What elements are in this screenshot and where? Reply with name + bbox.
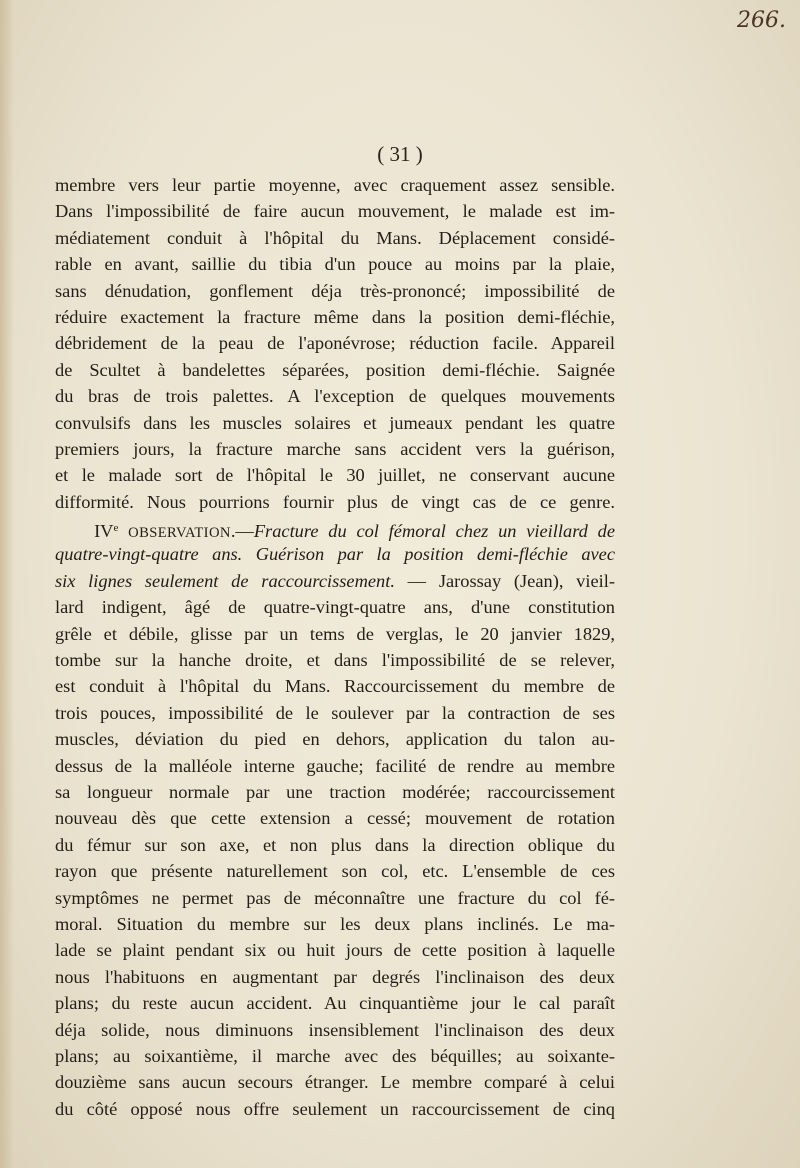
text-line: grêle et débile, glisse par un tems de verglas, le 20 janvier 1829, (55, 623, 615, 644)
text-line: moral. Situation du membre sur les deux plans inclinés. Le ma- (55, 913, 615, 934)
text-line: muscles, déviation du pied en dehors, application du talon au- (55, 729, 615, 750)
text-line: convulsifs dans les muscles solaires et jumeaux pendant les quatre (55, 412, 615, 433)
observation-numeral: IV (94, 521, 114, 542)
text-line: plans; du reste aucun accident. Au cinquantième jour le cal paraît (55, 993, 615, 1014)
text-line: du côté opposé nous offre seulement un raccourcissement de cinq (55, 1098, 615, 1119)
text-line: sa longueur normale par une traction modérée; raccourcissement (55, 781, 615, 802)
text-line: déja solide, nous diminuons insensiblement l'inclinaison des deux (55, 1019, 615, 1040)
observation-label: OBSERVATION (128, 525, 231, 542)
text-line: du bras de trois palettes. A l'exception de quelques mouvements (55, 386, 615, 407)
text-line: lard indigent, âgé de quatre-vingt-quatre ans, d'une constitution (55, 597, 615, 618)
observation-patient: — Jarossay (Jean), vieil- (394, 570, 615, 591)
text-line: et le malade sort de l'hôpital le 30 juillet, ne conservant aucune (55, 465, 615, 486)
observation-title-line: quatre-vingt-quatre ans. Guérison par la position demi-fléchie avec (55, 544, 615, 565)
observation-numeral-suffix: e (113, 522, 119, 535)
observation-heading-line (55, 515, 615, 541)
text-line: tombe sur la hanche droite, et dans l'impossibilité de se relever, (55, 650, 615, 671)
text-line: débridement de la peau de l'aponévrose; réduction facile. Appareil (55, 333, 615, 354)
text-line: Dans l'impossibilité de faire aucun mouvement, le malade est im- (55, 201, 615, 222)
handwritten-folio-number: 266. (737, 8, 786, 33)
text-line: douzième sans aucun secours étranger. Le membre comparé à celui (55, 1072, 615, 1093)
page-edge-shadow (0, 0, 14, 1168)
text-line: est conduit à l'hôpital du Mans. Raccourcissement du membre de (55, 676, 615, 697)
text-line: nouveau dès que cette extension a cessé; mouvement de rotation (55, 808, 615, 829)
text-line: premiers jours, la fracture marche sans accident vers la guérison, (55, 438, 615, 459)
text-line: lade se plaint pendant six ou huit jours de cette position à laquelle (55, 940, 615, 961)
text-line: du fémur sur son axe, et non plus dans la direction oblique du (55, 834, 615, 855)
text-line: de Scultet à bandelettes séparées, position demi-fléchie. Saignée (55, 359, 615, 380)
observation-dash: .— (230, 521, 254, 542)
text-line: réduire exactement la fracture même dans la position demi-fléchie, (55, 306, 615, 327)
text-line: sans dénudation, gonflement déja très-prononcé; impossibilité de (55, 280, 615, 301)
text-line: médiatement conduit à l'hôpital du Mans. Déplacement considé- (55, 227, 615, 248)
text-line: symptômes ne permet pas de méconnaître une fracture du col fé- (55, 887, 615, 908)
text-line: plans; au soixantième, il marche avec des béquilles; au soixante- (55, 1045, 615, 1066)
page-number: ( 31 ) (377, 142, 423, 166)
text-line: rable en avant, saillie du tibia d'un pouce au moins par la plaie, (55, 254, 615, 275)
text-line: dessus de la malléole interne gauche; facilité de rendre au membre (55, 755, 615, 776)
text-line: membre vers leur partie moyenne, avec craquement assez sensible. (55, 175, 615, 195)
observation-title-part3: six lignes seulement de raccourcissement. (55, 570, 395, 591)
body-text (55, 172, 615, 1122)
text-line: rayon que présente naturellement son col, etc. L'ensemble de ces (55, 861, 615, 882)
text-line: nous l'habituons en augmentant par degrés l'inclinaison des deux (55, 966, 615, 987)
text-line: trois pouces, impossibilité de le soulever par la contraction de ses (55, 702, 615, 723)
observation-title-line (55, 568, 615, 594)
observation-title-part1: Fracture du col fémoral chez un vieillard de (253, 521, 615, 542)
text-line: difformité. Nous pourrions fournir plus de vingt cas de ce genre. (55, 491, 615, 512)
